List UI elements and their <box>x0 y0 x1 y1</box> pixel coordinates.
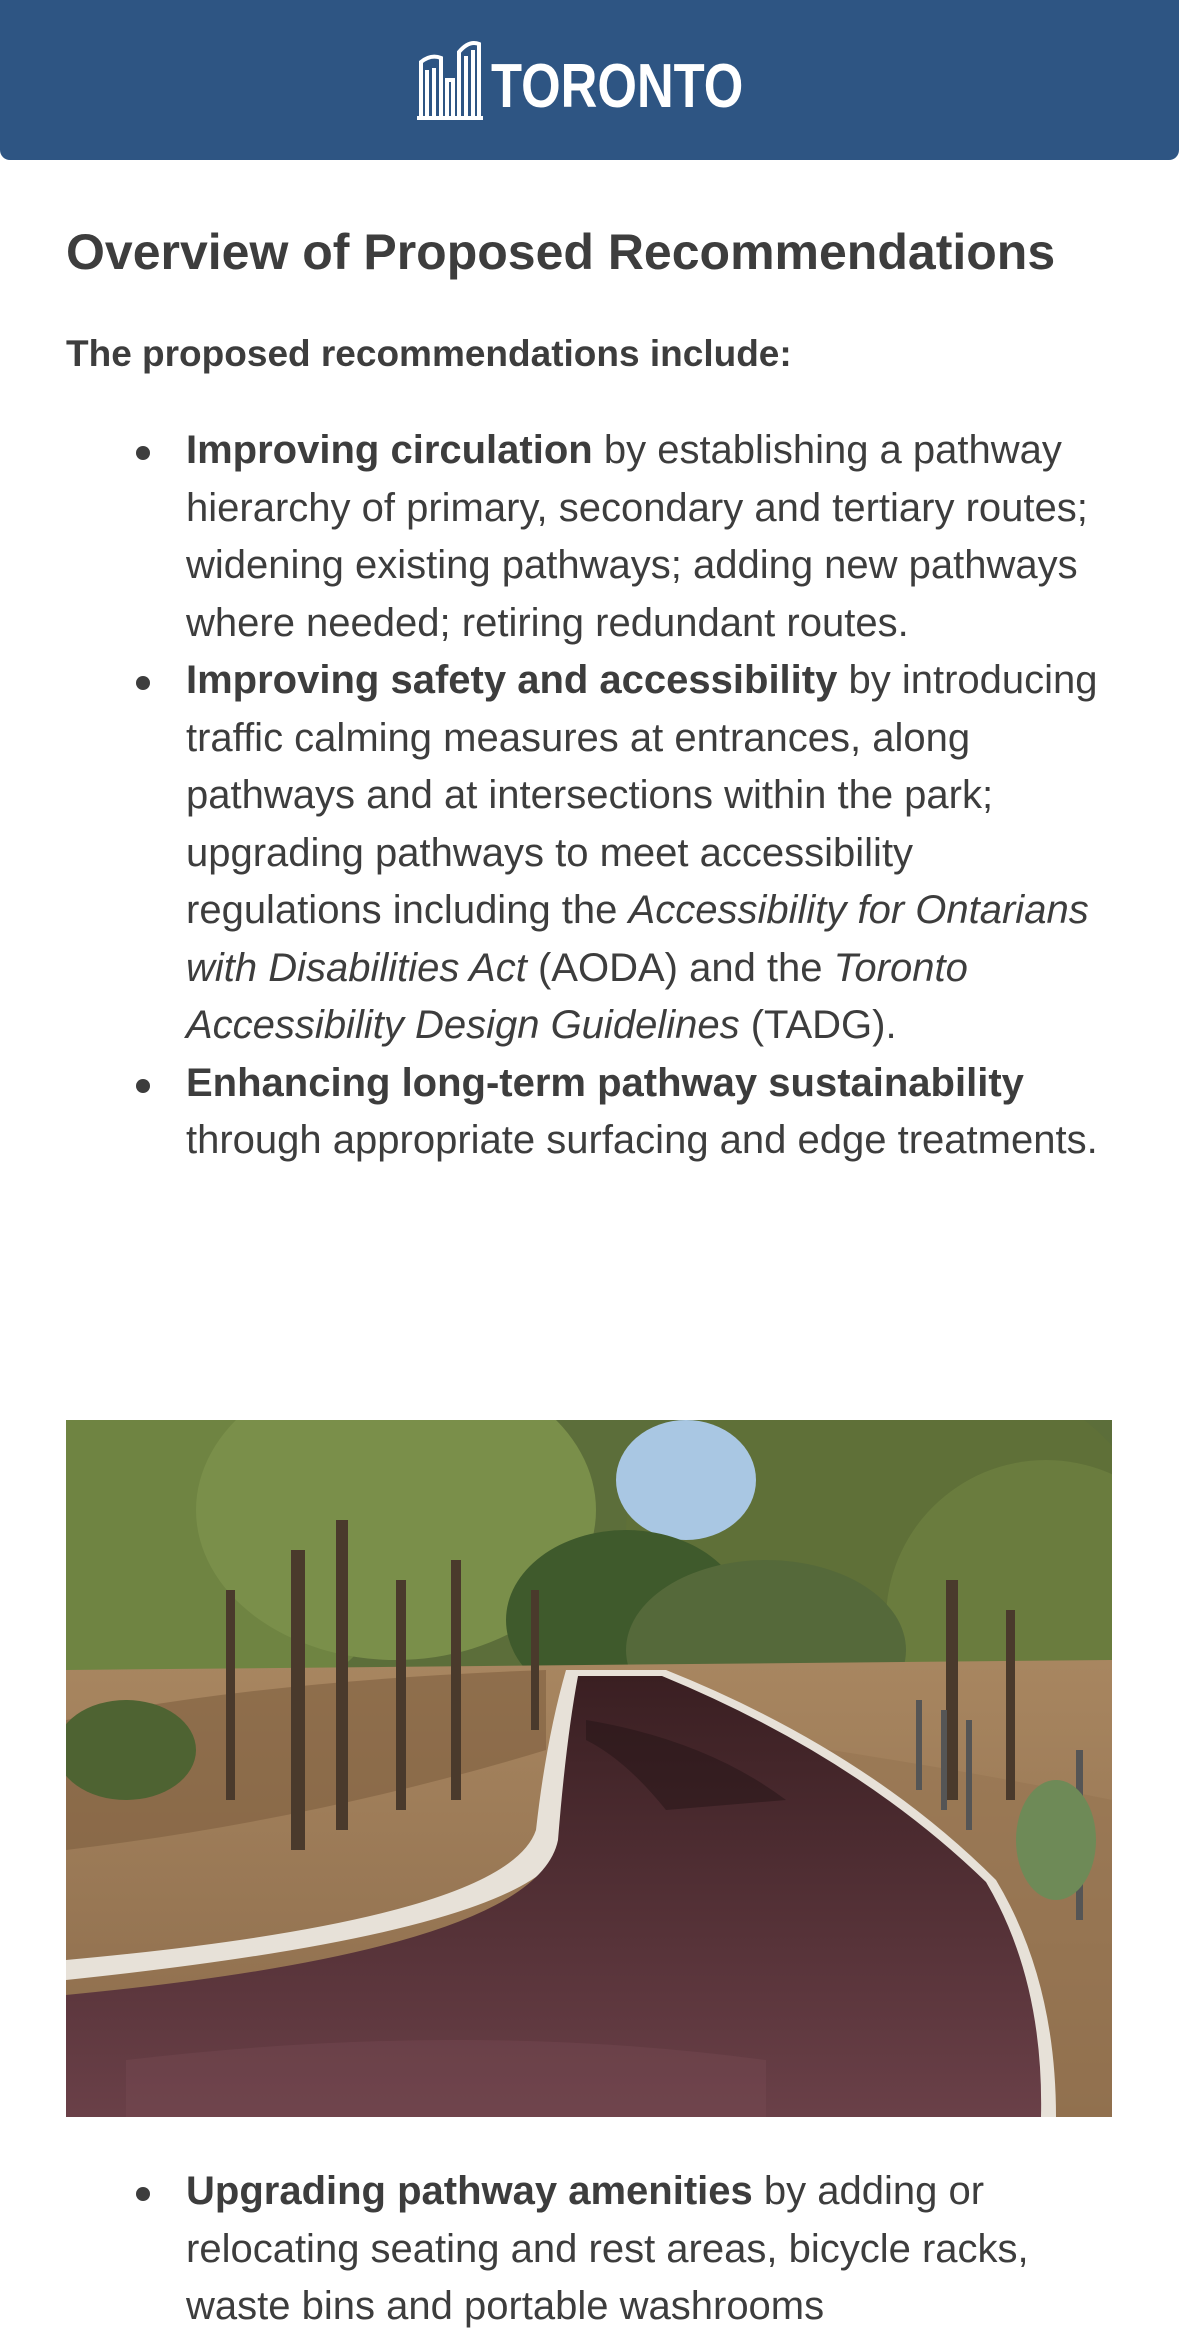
page-title: Overview of Proposed Recommendations <box>66 224 1056 280</box>
item-italic-tadg: Toronto Accessibility Design Guidelines <box>186 945 968 1047</box>
main-content <box>66 222 1114 1170</box>
recommendations-list-continued <box>66 2163 1114 2336</box>
list-item <box>186 422 1114 652</box>
site-header <box>0 0 1179 160</box>
item-text: by adding or relocating seating and rest areas, bicycle racks, waste bins and portable washrooms <box>186 2169 1029 2328</box>
intro-text: The proposed recommendations include: <box>66 333 792 374</box>
item-text: (AODA) and the <box>526 945 834 990</box>
item-lead: Improving safety and accessibility <box>186 658 838 702</box>
item-italic-aoda: Accessibility for Ontarians with Disabilities Act <box>186 888 1089 990</box>
recommendations-list <box>66 422 1114 1170</box>
item-text: (TADG). <box>739 1003 897 1047</box>
toronto-logo[interactable] <box>417 40 763 120</box>
logo-wordmark: TORONTO <box>490 52 743 121</box>
list-item <box>186 2163 1114 2336</box>
item-lead: Improving circulation <box>186 428 593 472</box>
list-item <box>186 1055 1114 1170</box>
item-text: by introducing traffic calming measures at entrances, along pathways and at intersections within the park; upgrading pathways to meet accessibility regulations including the <box>186 658 1098 932</box>
item-lead: Enhancing long-term pathway sustainability <box>186 1060 1024 1105</box>
item-lead: Upgrading pathway amenities <box>186 2169 753 2213</box>
item-text: through appropriate surfacing and edge treatments. <box>186 1118 1098 1162</box>
list-item <box>186 652 1114 1055</box>
city-hall-icon <box>417 40 483 120</box>
park-pathway-photo <box>66 1420 1112 2117</box>
item-text: by establishing a pathway hierarchy of primary, secondary and tertiary routes; widening existing pathways; adding new pathways where needed; retiring redundant routes. <box>186 428 1088 645</box>
